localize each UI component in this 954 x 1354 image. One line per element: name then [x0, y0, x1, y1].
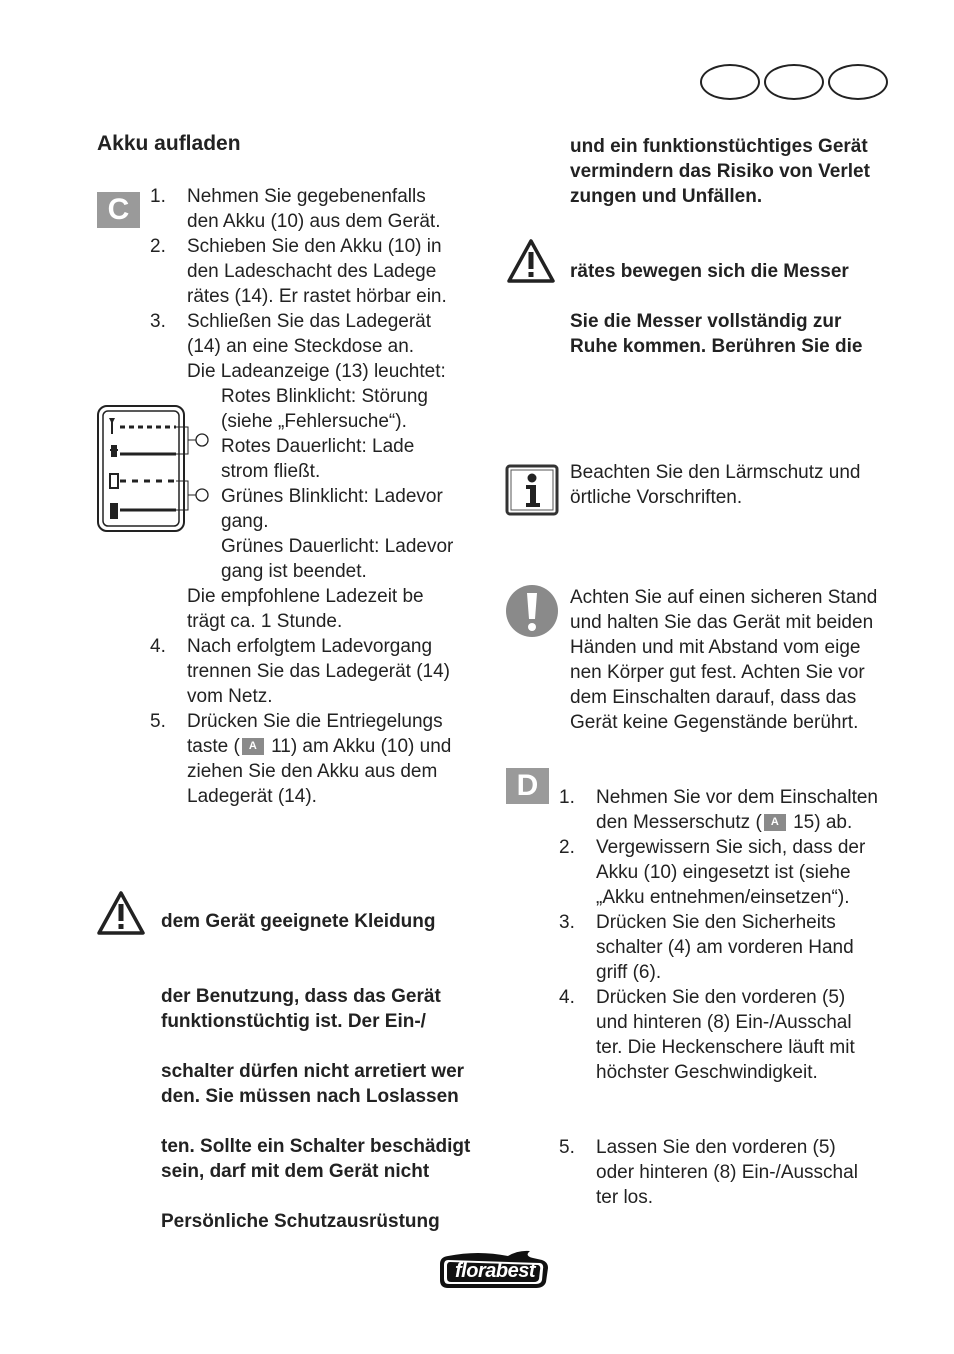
step-number: 1. [559, 787, 575, 808]
safety-line: Sie die Messer vollständig zur [570, 311, 842, 332]
oval-3 [828, 64, 888, 100]
oval-2 [764, 64, 824, 100]
figure-chip-a: A [242, 738, 264, 755]
section-heading: Akku aufladen [97, 132, 241, 155]
charger-led-diagram [96, 404, 214, 534]
caution-line: Gerät keine Gegenstände berührt. [570, 712, 859, 733]
info-icon [505, 464, 559, 516]
step-text: taste ( A 11) am Akku (10) und [187, 736, 452, 757]
info-line: örtliche Vorschriften. [570, 487, 743, 508]
step-text: Schließen Sie das Ladegerät [187, 311, 431, 332]
caution-line: nen Körper gut fest. Achten Sie vor [570, 662, 865, 683]
step-text: Akku (10) eingesetzt ist (siehe [596, 862, 851, 883]
step-number: 1. [150, 186, 166, 207]
step-number: 3. [559, 912, 575, 933]
step-text: oder hinteren (8) Ein-/Ausschal [596, 1162, 858, 1183]
oval-1 [700, 64, 760, 100]
step-text: „Akku entnehmen/einsetzen“). [596, 887, 850, 908]
safety-line: rätes bewegen sich die Messer [570, 261, 849, 282]
caution-line: Händen und mit Abstand vom eige [570, 637, 861, 658]
warning-line: der Benutzung, dass das Gerät [161, 986, 441, 1007]
step-text: schalter (4) am vorderen Hand [596, 937, 854, 958]
safety-line: Ruhe kommen. Berühren Sie die [570, 336, 863, 357]
step-text: ter. Die Heckenschere läuft mit [596, 1037, 855, 1058]
step-number: 4. [559, 987, 575, 1008]
step-text: den Ladeschacht des Ladege [187, 261, 437, 282]
caution-line: Achten Sie auf einen sicheren Stand [570, 587, 878, 608]
figure-chip-a: A [764, 814, 786, 831]
step-number: 2. [150, 236, 166, 257]
led-text: (siehe „Fehlersuche“). [221, 411, 407, 432]
step-text: ter los. [596, 1187, 654, 1208]
led-text: Grünes Blinklicht: Ladevor [221, 486, 443, 507]
step-text: Die Ladeanzeige (13) leuchtet: [187, 361, 446, 382]
step-number: 5. [150, 711, 166, 732]
step-number: 3. [150, 311, 166, 332]
step-text: und hinteren (8) Ein-/Ausschal [596, 1012, 852, 1033]
warning-line: schalter dürfen nicht arretiert wer [161, 1061, 465, 1082]
step-text: den Messerschutz ( A 15) ab. [596, 812, 853, 833]
warning-line: sein, darf mit dem Gerät nicht [161, 1161, 430, 1182]
led-text: Grünes Dauerlicht: Ladevor [221, 536, 454, 557]
exclamation-icon [505, 584, 559, 638]
step-text: Lassen Sie den vorderen (5) [596, 1137, 836, 1158]
step-text: Drücken Sie den Sicherheits [596, 912, 836, 933]
step-text: (14) an eine Steckdose an. [187, 336, 415, 357]
safety-line: und ein funktionstüchtiges Gerät [570, 136, 868, 157]
step-text: Nach erfolgtem Ladevorgang [187, 636, 433, 657]
safety-line: vermindern das Risiko von Verlet [570, 161, 870, 182]
warning-line: funktionstüchtig ist. Der Ein-/ [161, 1011, 426, 1032]
info-line: Beachten Sie den Lärmschutz und [570, 462, 861, 483]
warning-line: den. Sie müssen nach Loslassen [161, 1086, 459, 1107]
step-text: trägt ca. 1 Stunde. [187, 611, 343, 632]
led-text: gang ist beendet. [221, 561, 367, 582]
florabest-logo [438, 1248, 552, 1295]
step-text: Ladegerät (14). [187, 786, 317, 807]
caution-line: und halten Sie das Gerät mit beiden [570, 612, 874, 633]
figure-tag-d: D [506, 768, 549, 804]
warning-icon [96, 890, 146, 936]
warning-icon [506, 238, 556, 284]
warning-line: dem Gerät geeignete Kleidung [161, 911, 436, 932]
led-text: Rotes Blinklicht: Störung [221, 386, 428, 407]
led-text: strom fließt. [221, 461, 321, 482]
step-text: vom Netz. [187, 686, 273, 707]
warning-line: Persönliche Schutzausrüstung [161, 1211, 440, 1232]
safety-line: zungen und Unfällen. [570, 186, 763, 207]
step-text: den Akku (10) aus dem Gerät. [187, 211, 441, 232]
led-text: gang. [221, 511, 269, 532]
step-text: höchster Geschwindigkeit. [596, 1062, 818, 1083]
step-text: Die empfohlene Ladezeit be [187, 586, 424, 607]
step-text: Vergewissern Sie sich, dass der [596, 837, 866, 858]
warning-line: ten. Sollte ein Schalter beschädigt [161, 1136, 471, 1157]
step-text: ziehen Sie den Akku aus dem [187, 761, 438, 782]
step-text: Nehmen Sie gegebenenfalls [187, 186, 426, 207]
step-text: rätes (14). Er rastet hörbar ein. [187, 286, 447, 307]
caution-line: dem Einschalten darauf, dass das [570, 687, 857, 708]
step-number: 2. [559, 837, 575, 858]
step-text: Nehmen Sie vor dem Einschalten [596, 787, 878, 808]
step-text: Schieben Sie den Akku (10) in [187, 236, 442, 257]
step-number: 5. [559, 1137, 575, 1158]
led-text: Rotes Dauerlicht: Lade [221, 436, 415, 457]
figure-tag-c: C [97, 192, 140, 228]
step-text: trennen Sie das Ladegerät (14) [187, 661, 451, 682]
step-text: griff (6). [596, 962, 662, 983]
step-text: Drücken Sie den vorderen (5) [596, 987, 846, 1008]
step-number: 4. [150, 636, 166, 657]
step-text: Drücken Sie die Entriegelungs [187, 711, 443, 732]
logo-text: florabest [455, 1260, 535, 1282]
